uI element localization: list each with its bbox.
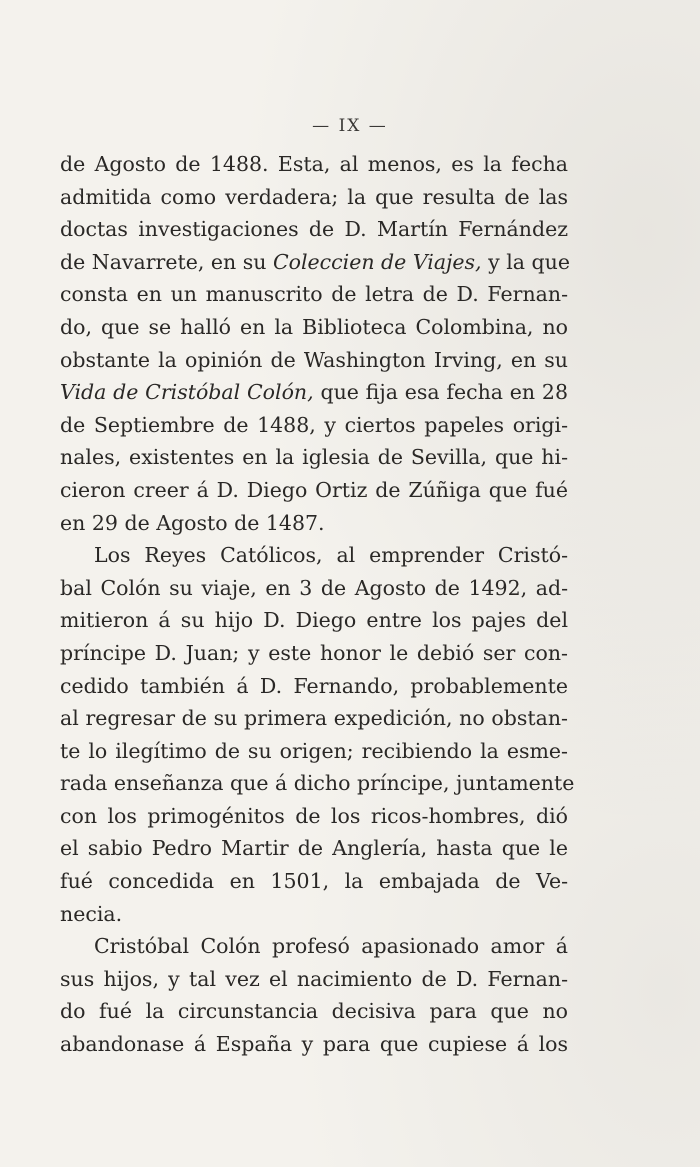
text-line [60, 246, 568, 279]
text-line: obstante la opinión de Washington Irving, en su [60, 347, 568, 372]
body-text [60, 148, 575, 1061]
text-line: Cristóbal Colón profesó apasionado amor á [94, 934, 568, 959]
text-line: mitieron á su hijo D. Diego entre los pajes del [60, 608, 568, 633]
text-line: al regresar de su primera expedición, no obstan- [60, 706, 568, 731]
text-line: do, que se halló en la Biblioteca Colombina, no [60, 314, 568, 339]
text-line [60, 376, 568, 409]
text-line: rada enseñanza que á dicho príncipe, juntamente [60, 771, 575, 796]
italic-title: Vida de Cristóbal Colón, [60, 380, 314, 405]
text-line: cieron creer á D. Diego Ortiz de Zúñiga que fué [60, 477, 568, 502]
text-line: bal Colón su viaje, en 3 de Agosto de 1492, ad- [60, 575, 568, 600]
text-line: fué concedida en 1501, la embajada de Ve- [60, 869, 568, 894]
text-line: en 29 de Agosto de 1487. [60, 510, 325, 535]
text-line: Los Reyes Católicos, al emprender Cristó- [94, 543, 568, 568]
text-line: con los primogénitos de los ricos-hombres, dió [60, 803, 568, 828]
text-line: príncipe D. Juan; y este honor le debió ser con- [60, 640, 568, 665]
text-run: y la que [481, 249, 570, 274]
text-line: cedido también á D. Fernando, probablemente [60, 673, 568, 698]
text-line: el sabio Pedro Martir de Anglería, hasta que le [60, 836, 568, 861]
text-run: de Navarrete, en su [60, 249, 273, 274]
text-line: admitida como verdadera; la que resulta de las [60, 184, 568, 209]
text-line: de Agosto de 1488. Esta, al menos, es la fecha [60, 152, 568, 176]
text-line: te lo ilegítimo de su origen; recibiendo la esme- [60, 738, 568, 763]
text-line: sus hijos, y tal vez el nacimiento de D. Fernan- [60, 966, 568, 991]
text-line: consta en un manuscrito de letra de D. Fernan- [60, 282, 568, 307]
text-line: de Septiembre de 1488, y ciertos papeles origi- [60, 412, 568, 437]
text-run: que fija esa fecha en 28 [313, 380, 568, 405]
text-line: do fué la circunstancia decisiva para que no [60, 999, 568, 1024]
text-line: abandonase á España y para que cupiese á los [60, 1032, 568, 1057]
text-line: doctas investigaciones de D. Martín Fernández [60, 217, 568, 242]
italic-title: Coleccien de Viajes, [272, 249, 482, 274]
page-number: — IX — [312, 116, 388, 136]
text-line: nales, existentes en la iglesia de Sevilla, que hi- [60, 445, 568, 470]
text-line: necia. [60, 901, 123, 926]
